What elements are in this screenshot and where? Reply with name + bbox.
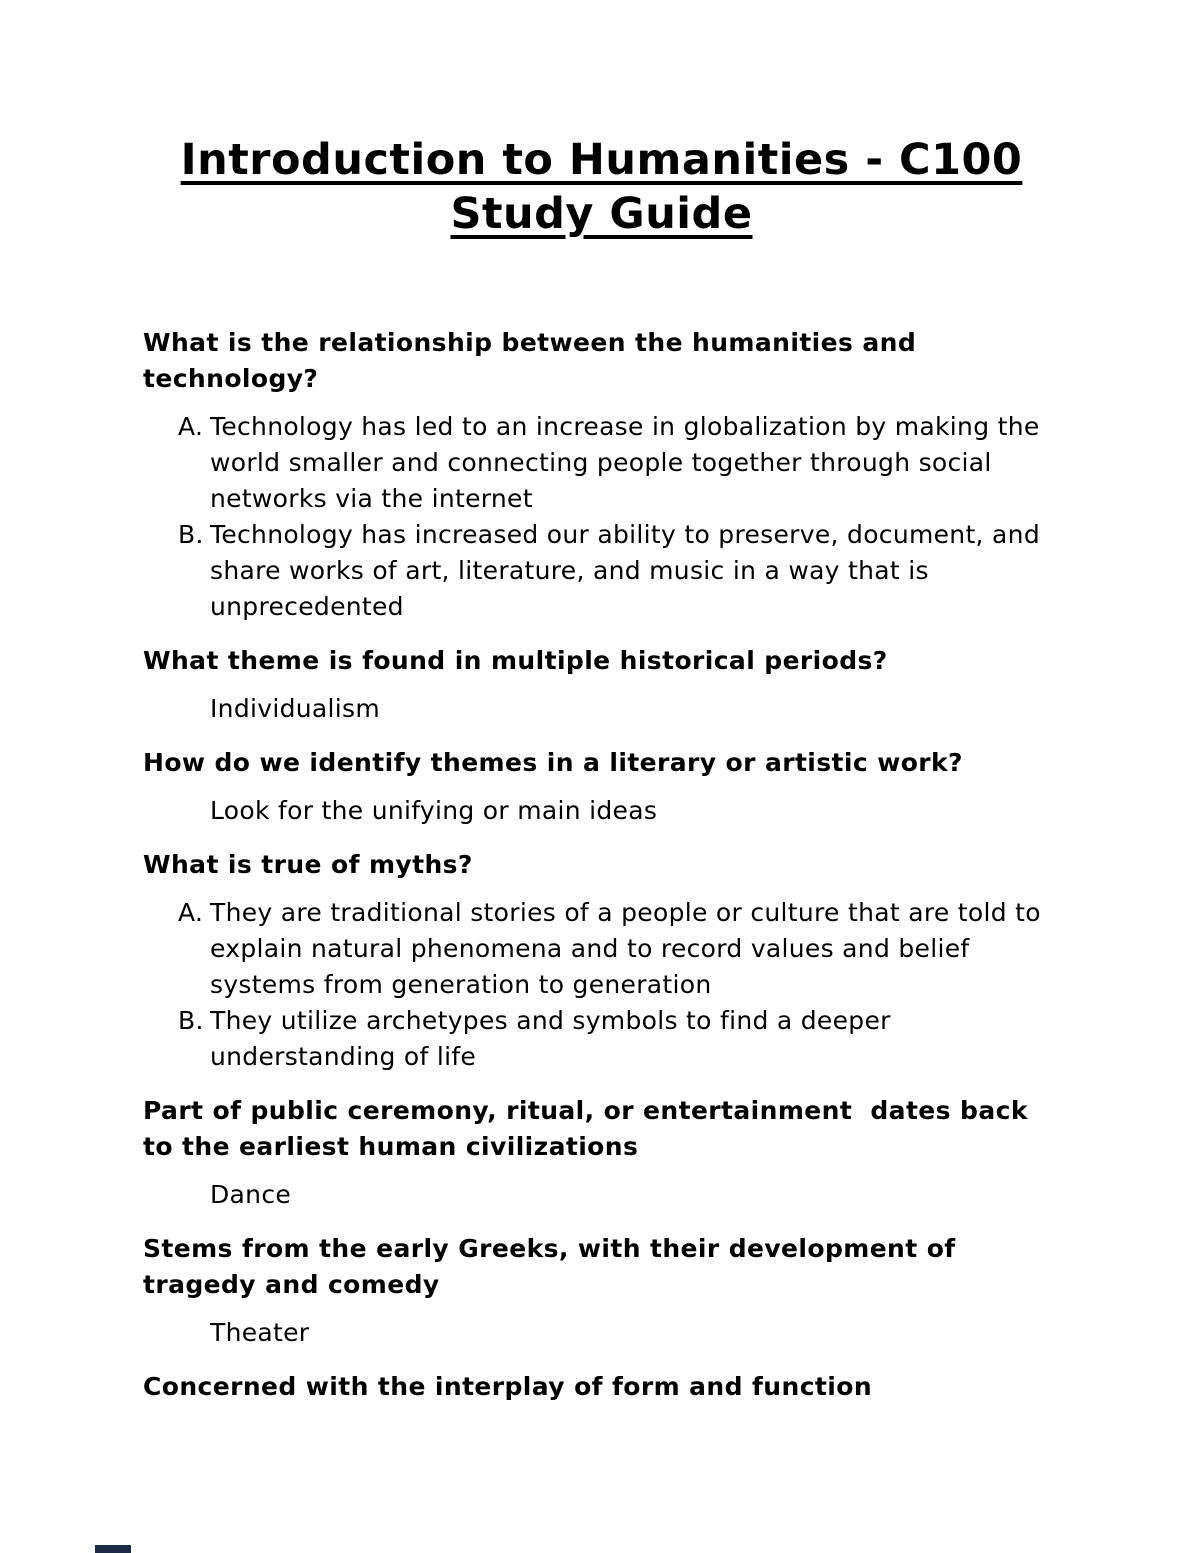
qa-section — [143, 745, 1060, 829]
page-bottom-edge-artifact — [95, 1545, 131, 1553]
qa-section — [143, 325, 1060, 625]
question-text: How do we identify themes in a literary or artistic work? — [143, 748, 963, 777]
qa-section — [143, 1231, 1060, 1351]
answer-item-text: They are traditional stories of a people or culture that are told to explain natural phenomena and to record values and belief systems from generation to generation — [210, 898, 1041, 999]
question-text: What theme is found in multiple historical periods? — [143, 646, 888, 675]
question-text: What is the relationship between the humanities and technology? — [143, 328, 926, 393]
answer-item — [178, 1003, 1060, 1075]
answer-item — [178, 895, 1060, 1003]
answer-item — [178, 409, 1060, 517]
answer-text: Theater — [210, 1318, 310, 1347]
answer-item-marker: A. — [178, 898, 204, 927]
question-text: Part of public ceremony, ritual, or entertainment dates back to the earliest human civilizations — [143, 1096, 1037, 1161]
answer-item — [178, 517, 1060, 625]
answer-text: Look for the unifying or main ideas — [210, 796, 658, 825]
answer-item-marker: B. — [178, 1006, 204, 1035]
qa-section — [143, 1369, 1060, 1405]
answer-text: Individualism — [210, 694, 380, 723]
page-title-line-2: Study Guide — [450, 189, 753, 239]
answer-item-marker: A. — [178, 412, 204, 441]
page-title — [143, 133, 1060, 241]
answer-list — [143, 895, 1060, 1075]
answer-list — [143, 409, 1060, 625]
question-text: What is true of myths? — [143, 850, 473, 879]
answer-item-text: They utilize archetypes and symbols to find a deeper understanding of life — [210, 1006, 891, 1071]
answer-text: Dance — [210, 1180, 292, 1209]
answer-item-text: Technology has increased our ability to preserve, document, and share works of art, literature, and music in a way that is unprecedented — [210, 520, 1040, 621]
answer-item-text: Technology has led to an increase in globalization by making the world smaller and connecting people together through social networks via the internet — [210, 412, 1040, 513]
answer-item-marker: B. — [178, 520, 204, 549]
question-text: Stems from the early Greeks, with their development of tragedy and comedy — [143, 1234, 965, 1299]
question-text: Concerned with the interplay of form and function — [143, 1372, 873, 1401]
qa-section — [143, 847, 1060, 1075]
qa-section — [143, 1093, 1060, 1213]
qa-section — [143, 643, 1060, 727]
page-title-line-1: Introduction to Humanities - C100 — [180, 135, 1023, 185]
